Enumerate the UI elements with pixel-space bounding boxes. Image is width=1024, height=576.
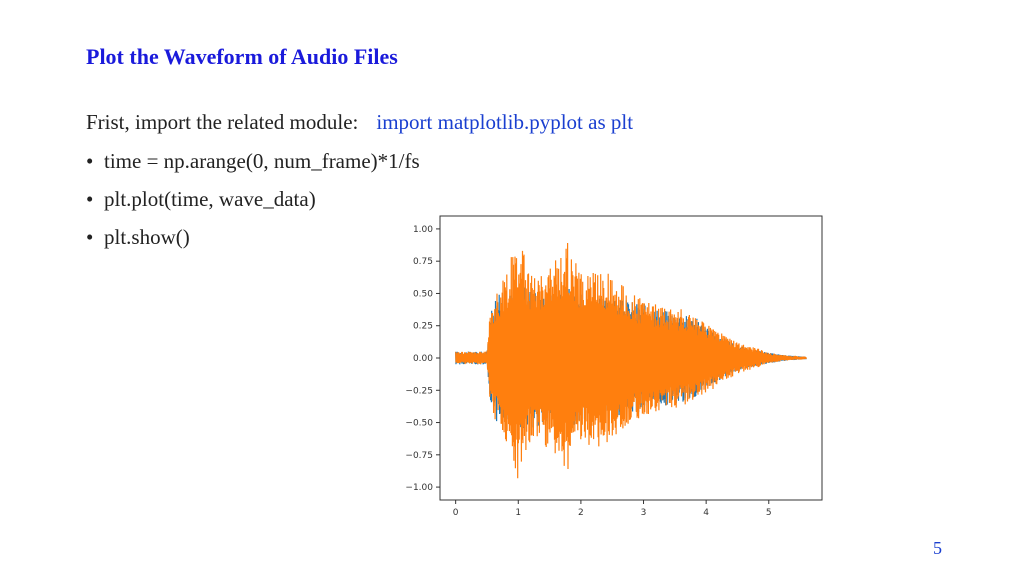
page-number: 5 [933,538,942,558]
y-tick-label: 0.75 [412,257,433,268]
y-tick-label: −0.75 [405,450,433,461]
series-line [456,243,807,478]
intro-line [86,110,633,135]
series-layer [456,243,807,478]
intro-text: Frist, import the related module: [86,110,359,134]
x-tick-label: 2 [578,508,584,518]
bullet-dot-icon: • [86,225,94,249]
y-tick-label: −1.00 [405,483,433,494]
bullet-item [86,224,420,262]
x-tick-label: 0 [452,508,459,518]
bullet-item [86,148,420,186]
slide-title: Plot the Waveform of Audio Files [86,44,398,69]
y-tick-label: −0.25 [405,386,433,397]
bullet-item [86,186,420,224]
x-tick-label: 3 [640,508,647,518]
intro-code: import matplotlib.pyplot as plt [376,110,634,134]
y-tick-label: 0.00 [412,354,433,364]
y-tick-label: −0.50 [405,418,433,429]
y-tick-label: 0.50 [412,289,433,300]
x-tick-label: 5 [765,508,772,518]
bullet-text: time = np.arange(0, num_frame)*1/fs [104,149,420,173]
x-tick-label: 1 [515,508,522,518]
bullet-dot-icon: • [86,187,94,211]
y-tick-label: 1.00 [412,224,433,235]
x-tick-label: 4 [703,508,710,518]
bullet-text: plt.show() [104,225,190,249]
y-tick-label: 0.25 [412,321,433,332]
bullet-text: plt.plot(time, wave_data) [104,187,316,211]
waveform-chart [388,206,828,526]
bullet-dot-icon: • [86,149,94,173]
bullet-list [86,148,420,262]
